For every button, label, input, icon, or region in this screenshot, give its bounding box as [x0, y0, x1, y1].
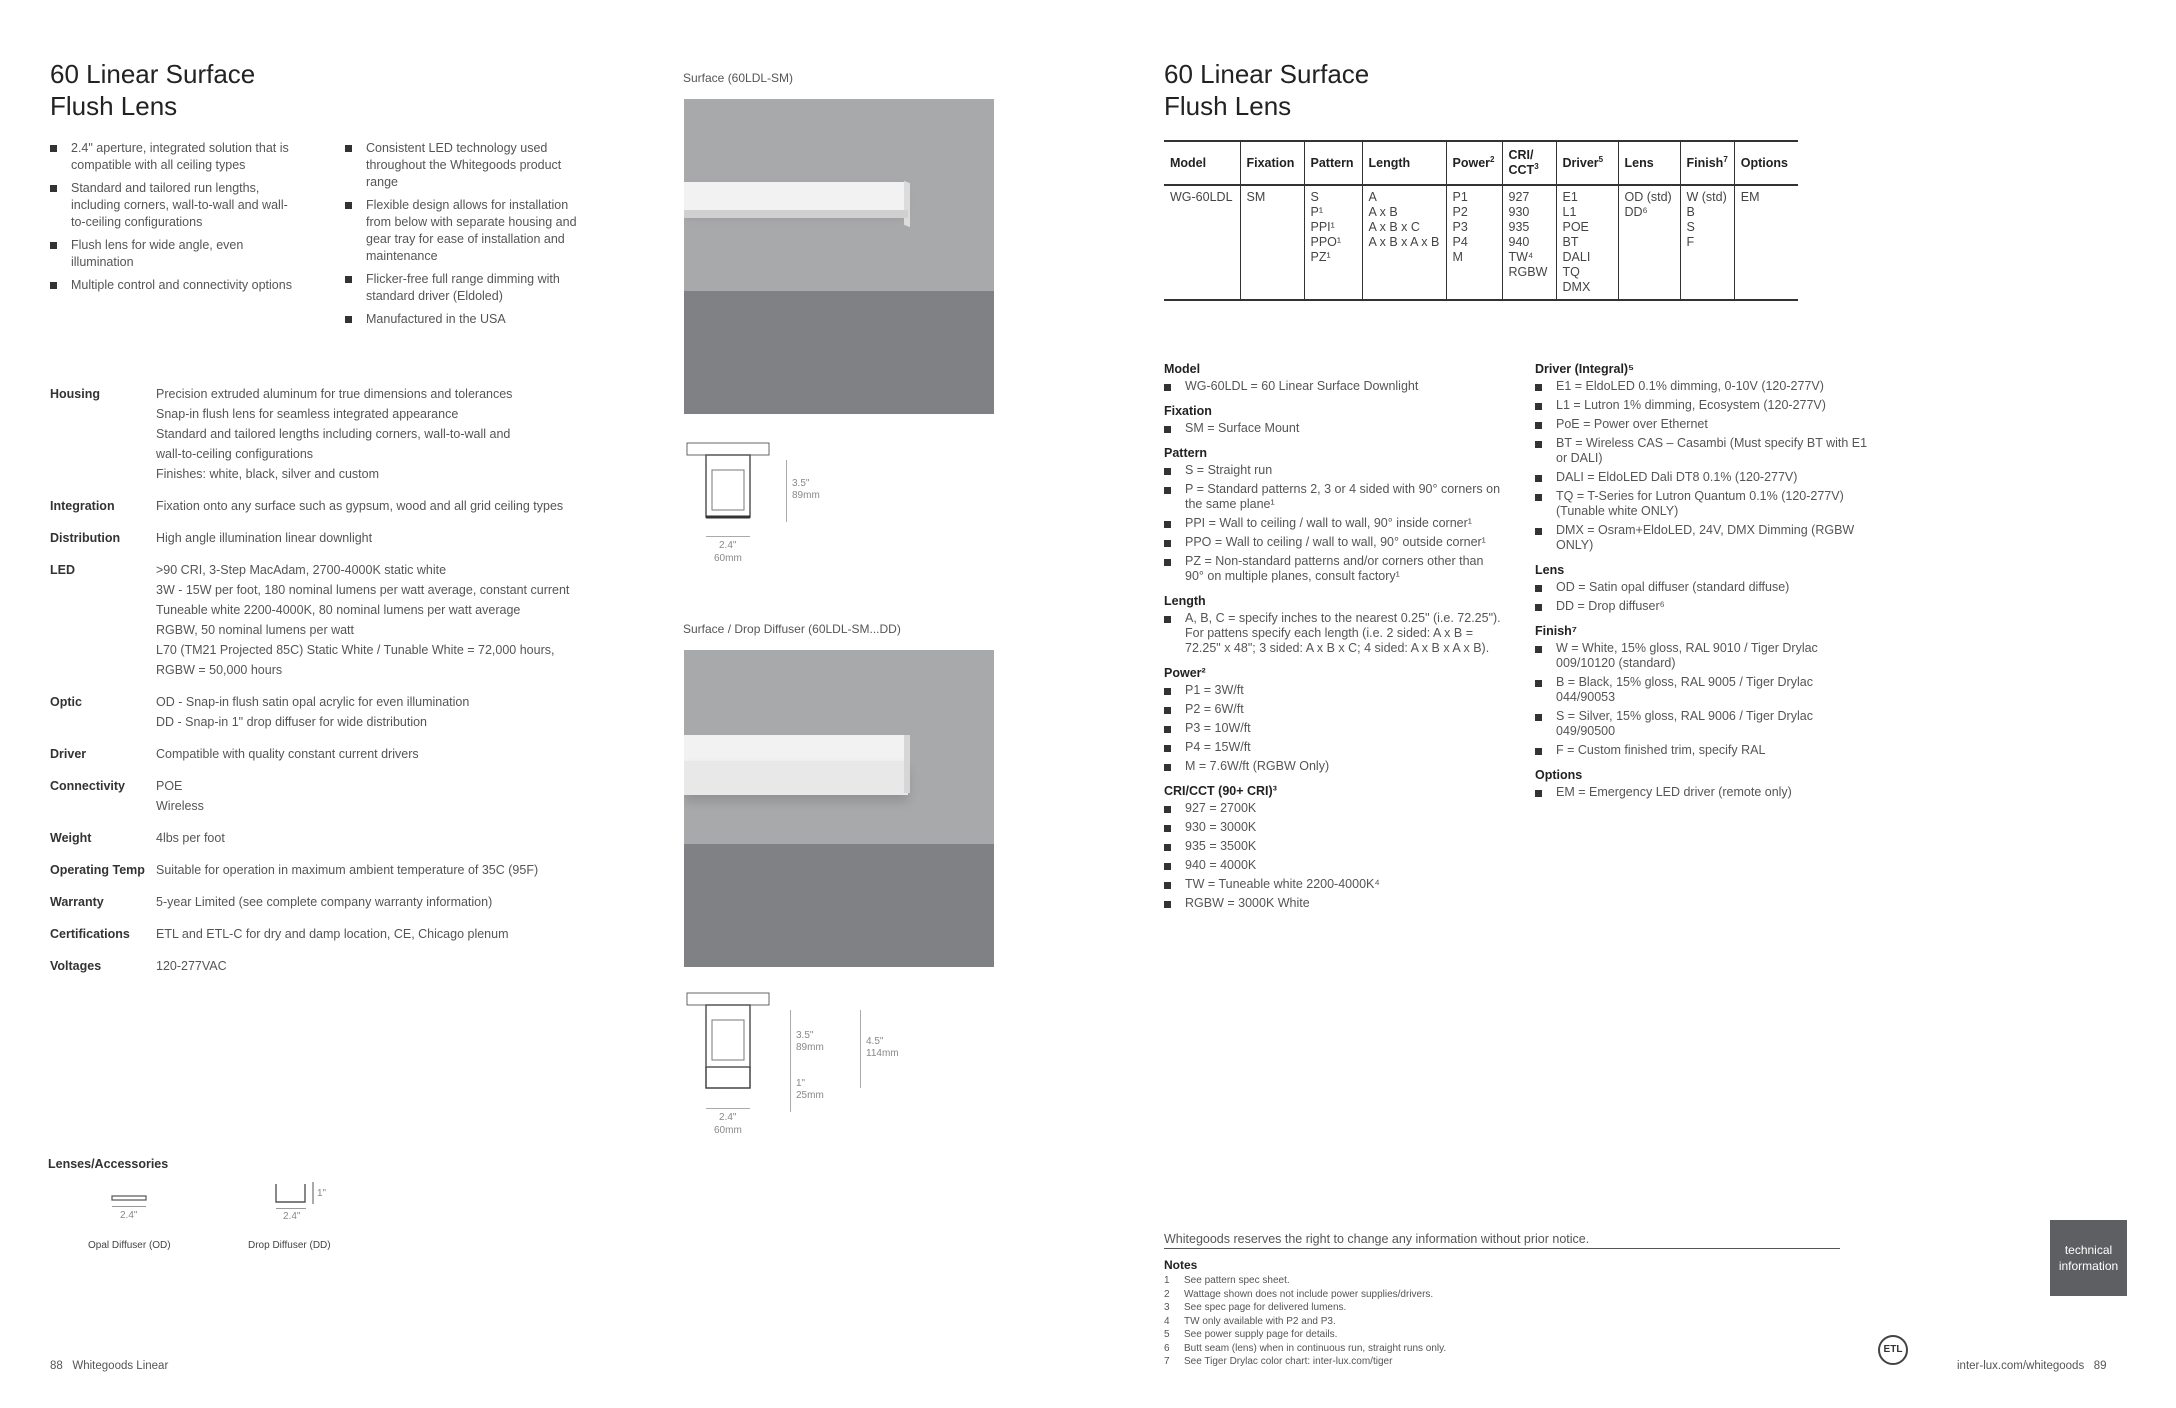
feature-bullet: Standard and tailored run lengths, including corners, wall-to-wall and wall-to-ceiling configurations [50, 180, 300, 231]
d2-drop-mm: 25mm [796, 1090, 824, 1101]
feature-bullet: Multiple control and connectivity options [50, 277, 300, 294]
key-heading: Power² [1164, 666, 1206, 680]
key-list [1164, 611, 1504, 656]
key-heading: Driver (Integral)⁵ [1535, 362, 1634, 376]
spec-line: DD - Snap-in 1" drop diffuser for wide distribution [156, 715, 428, 729]
table-header: Driver$^5$ [1556, 141, 1618, 185]
spec-value [156, 560, 569, 680]
feature-bullet: Consistent LED technology used throughout the Whitegoods product range [345, 140, 595, 191]
spec-line: >90 CRI, 3-Step MacAdam, 2700-4000K static white [156, 563, 447, 577]
key-list [1164, 683, 1504, 774]
spec-row [50, 384, 650, 484]
feature-bullet: Flexible design allows for installation from below with separate housing and gear tray for ease of installation and maintenance [345, 197, 595, 265]
key-heading: Options [1535, 768, 1583, 782]
left-page-title: 60 Linear Surface Flush Lens [50, 59, 256, 121]
spec-line: wall-to-ceiling configurations [156, 447, 314, 461]
table-header: Length [1362, 141, 1446, 185]
spec-row [50, 828, 650, 848]
table-cell: P1 P2 P3 P4 M [1446, 185, 1502, 300]
note-line: 5 See power supply page for details. [1164, 1329, 1338, 1340]
key-heading: Model [1164, 362, 1201, 376]
drop-section-drawing [684, 990, 924, 1140]
key-item: A, B, C = specify inches to the nearest 0.25" (i.e. 72.25"). For pattens specify each length (i.e. 2 sided: A x B = 72.25" x 48"; 3 sided: A x B x C; 4 sided: A x B x A x B). [1164, 611, 1504, 656]
note-line: 1 See pattern spec sheet. [1164, 1275, 1290, 1286]
table-header: Finish$^7$ [1680, 141, 1734, 185]
profile-section-icon [684, 440, 774, 530]
spec-label: Weight [50, 831, 92, 845]
spec-line: High angle illumination linear downlight [156, 531, 373, 545]
key-item: WG-60LDL = 60 Linear Surface Downlight [1164, 379, 1504, 394]
spec-line: 5-year Limited (see complete company warranty information) [156, 895, 493, 909]
spec-value [156, 924, 509, 944]
drop-product-photo [684, 650, 994, 967]
table-cell: SM [1240, 185, 1304, 300]
key-item: 935 = 3500K [1164, 839, 1504, 854]
spec-row [50, 776, 650, 816]
spec-value [156, 860, 538, 880]
spec-line: Finishes: white, black, silver and custom [156, 467, 380, 481]
key-right [1535, 352, 1875, 804]
spec-line: Wireless [156, 799, 204, 813]
key-item: M = 7.6W/ft (RGBW Only) [1164, 759, 1504, 774]
spec-value [156, 496, 563, 516]
key-item: P1 = 3W/ft [1164, 683, 1504, 698]
key-item: B = Black, 15% gloss, RAL 9005 / Tiger Drylac 044/90053 [1535, 675, 1875, 705]
ordering-header-row [1164, 141, 1798, 185]
note-line: 4 TW only available with P2 and P3. [1164, 1315, 1336, 1327]
drop-diffuser-drawing [273, 1180, 333, 1222]
spec-line: L70 (TM21 Projected 85C) Static White / Tunable White = 72,000 hours, [156, 643, 555, 657]
key-item: PPO = Wall to ceiling / wall to wall, 90° outside corner¹ [1164, 535, 1504, 550]
dd-height: 1" [317, 1188, 327, 1199]
note-line: 2 Wattage shown does not include power supplies/drivers. [1164, 1288, 1434, 1300]
key-item: E1 = EldoLED 0.1% dimming, 0-10V (120-277V) [1535, 379, 1875, 394]
spec-label: Optic [50, 695, 82, 709]
key-item: PoE = Power over Ethernet [1535, 417, 1875, 432]
table-header: Options [1734, 141, 1798, 185]
table-cell: A A x B A x B x C A x B x A x B [1362, 185, 1446, 300]
key-item: BT = Wireless CAS – Casambi (Must specify BT with E1 or DALI) [1535, 436, 1875, 466]
key-heading: CRI/CCT (90+ CRI)³ [1164, 784, 1277, 798]
key-list [1164, 463, 1504, 584]
d1-width-mm: 60mm [714, 553, 742, 564]
d2-total-height-mm: 114mm [866, 1048, 899, 1059]
table-cell: EM [1734, 185, 1798, 300]
key-heading: Lens [1535, 563, 1565, 577]
key-item: EM = Emergency LED driver (remote only) [1535, 785, 1875, 800]
note-line: 6 Butt seam (lens) when in continuous run, straight runs only. [1164, 1342, 1447, 1354]
spec-line: 3W - 15W per foot, 180 nominal lumens per watt average, constant current [156, 583, 570, 597]
spec-row [50, 924, 650, 944]
table-cell: 927 930 935 940 TW⁴ RGBW [1502, 185, 1556, 300]
dd-label: Drop Diffuser (DD) [248, 1240, 331, 1251]
d2-total-height: 4.5" [866, 1036, 884, 1047]
spec-label: Voltages [50, 959, 102, 973]
feature-bullet: Manufactured in the USA [345, 311, 595, 328]
spec-line: 120-277VAC [156, 959, 227, 973]
spec-value [156, 892, 492, 912]
spec-value [156, 744, 419, 764]
table-header: Model [1164, 141, 1240, 185]
key-item: SM = Surface Mount [1164, 421, 1504, 436]
key-item: DALI = EldoLED Dali DT8 0.1% (120-277V) [1535, 470, 1875, 485]
key-item: OD = Satin opal diffuser (standard diffuse) [1535, 580, 1875, 595]
key-item: 940 = 4000K [1164, 858, 1504, 873]
spec-value [156, 384, 512, 484]
key-item: P = Standard patterns 2, 3 or 4 sided with 90° corners on the same plane¹ [1164, 482, 1504, 512]
left-footer: 88 Whitegoods Linear [50, 1360, 169, 1372]
key-item: DMX = Osram+EldoLED, 24V, DMX Dimming (RGBW ONLY) [1535, 523, 1875, 553]
profile-drop-section-icon [684, 990, 774, 1100]
table-cell: E1 L1 POE BT DALI TQ DMX [1556, 185, 1618, 300]
spec-line: ETL and ETL-C for dry and damp location, CE, Chicago plenum [156, 927, 509, 941]
feature-bullet: Flicker-free full range dimming with standard driver (Eldoled) [345, 271, 595, 305]
spec-line: Suitable for operation in maximum ambient temperature of 35C (95F) [156, 863, 539, 877]
spec-label: Housing [50, 387, 100, 401]
note-line: 7 See Tiger Drylac color chart: inter-lux.com/tiger [1164, 1356, 1393, 1367]
feature-list-1 [50, 140, 300, 300]
key-list [1164, 421, 1504, 436]
key-heading: Pattern [1164, 446, 1208, 460]
spec-line: Standard and tailored lengths including corners, wall-to-wall and [156, 427, 511, 441]
spec-label: Warranty [50, 895, 104, 909]
key-item: TW = Tuneable white 2200-4000K⁴ [1164, 877, 1504, 892]
spec-table [50, 384, 650, 988]
disclaimer: Whitegoods reserves the right to change any information without prior notice. [1164, 1232, 1840, 1249]
etl-logo: ETL [1878, 1335, 1908, 1365]
spec-value [156, 828, 225, 848]
table-header: Pattern [1304, 141, 1362, 185]
feature-bullet: 2.4" aperture, integrated solution that is compatible with all ceiling types [50, 140, 300, 174]
surface-product-photo [684, 99, 994, 414]
lenses-title: Lenses/Accessories [48, 1157, 169, 1171]
key-list [1535, 580, 1875, 614]
spec-row [50, 560, 650, 680]
key-item: PZ = Non-standard patterns and/or corners other than 90° on multiple planes, consult factory¹ [1164, 554, 1504, 584]
feature-bullet: Flush lens for wide angle, even illumination [50, 237, 300, 271]
spec-row [50, 744, 650, 764]
spec-line: Precision extruded aluminum for true dimensions and tolerances [156, 387, 513, 401]
spec-value [156, 692, 469, 732]
od-label: Opal Diffuser (OD) [88, 1240, 171, 1251]
spec-value [156, 956, 227, 976]
table-cell: S P¹ PPI¹ PPO¹ PZ¹ [1304, 185, 1362, 300]
spec-line: RGBW = 50,000 hours [156, 663, 283, 677]
table-header: CRI/ CCT$^3$ [1502, 141, 1556, 185]
key-item: S = Straight run [1164, 463, 1504, 478]
key-list [1535, 379, 1875, 553]
key-item: P4 = 15W/ft [1164, 740, 1504, 755]
d2-drop: 1" [796, 1078, 806, 1089]
right-page-title: 60 Linear Surface Flush Lens [1164, 59, 1370, 121]
d2-width-mm: 60mm [714, 1125, 742, 1136]
spec-row [50, 692, 650, 732]
od-width: 2.4" [120, 1210, 138, 1221]
feature-list-2 [345, 140, 595, 334]
spec-line: Tuneable white 2200-4000K, 80 nominal lumens per watt average [156, 603, 521, 617]
spec-label: Connectivity [50, 779, 126, 793]
caption-surface: Surface (60LDL-SM) [683, 71, 794, 85]
key-item: DD = Drop diffuser⁶ [1535, 599, 1875, 614]
caption-drop: Surface / Drop Diffuser (60LDL-SM...DD) [683, 622, 901, 636]
spec-line: 4lbs per foot [156, 831, 225, 845]
table-header: Power$^2$ [1446, 141, 1502, 185]
key-item: P3 = 10W/ft [1164, 721, 1504, 736]
spec-row [50, 892, 650, 912]
key-item: TQ = T-Series for Lutron Quantum 0.1% (120-277V) (Tunable white ONLY) [1535, 489, 1875, 519]
spec-value [156, 776, 204, 816]
key-list [1164, 801, 1504, 911]
d1-height-mm: 89mm [792, 490, 820, 501]
spec-label: Driver [50, 747, 87, 761]
key-item: F = Custom finished trim, specify RAL [1535, 743, 1875, 758]
right-footer: inter-lux.com/whitegoods 89 [1957, 1360, 2107, 1372]
spec-label: Certifications [50, 927, 130, 941]
table-cell: W (std) B S F [1680, 185, 1734, 300]
d1-height: 3.5" [792, 478, 810, 489]
key-heading: Finish⁷ [1535, 624, 1577, 638]
dd-width: 2.4" [283, 1211, 301, 1222]
spec-line: Snap-in flush lens for seamless integrated appearance [156, 407, 459, 421]
d1-width: 2.4" [719, 540, 737, 551]
d2-height-mm: 89mm [796, 1042, 824, 1053]
table-header: Fixation [1240, 141, 1304, 185]
opal-diffuser-drawing [110, 1190, 150, 1221]
key-item: S = Silver, 15% gloss, RAL 9006 / Tiger Drylac 049/90500 [1535, 709, 1875, 739]
table-cell: OD (std) DD⁶ [1618, 185, 1680, 300]
key-heading: Length [1164, 594, 1206, 608]
spec-label: Integration [50, 499, 115, 513]
key-item: 930 = 3000K [1164, 820, 1504, 835]
key-heading: Fixation [1164, 404, 1212, 418]
key-left [1164, 352, 1504, 915]
surface-section-drawing [684, 440, 824, 580]
spec-line: OD - Snap-in flush satin opal acrylic for even illumination [156, 695, 470, 709]
spec-label: Operating Temp [50, 863, 145, 877]
spec-row [50, 860, 650, 880]
technical-information-tab[interactable]: technical information [2050, 1220, 2127, 1296]
spec-value [156, 528, 372, 548]
spec-row [50, 956, 650, 976]
spec-line: Compatible with quality constant current drivers [156, 747, 419, 761]
note-line: 3 See spec page for delivered lumens. [1164, 1302, 1347, 1313]
d2-height: 3.5" [796, 1030, 814, 1041]
key-item: P2 = 6W/ft [1164, 702, 1504, 717]
key-item: 927 = 2700K [1164, 801, 1504, 816]
key-list [1164, 379, 1504, 394]
table-cell: WG-60LDL [1164, 185, 1240, 300]
key-item: RGBW = 3000K White [1164, 896, 1504, 911]
spec-row [50, 528, 650, 548]
key-item: L1 = Lutron 1% dimming, Ecosystem (120-277V) [1535, 398, 1875, 413]
spec-line: Fixation onto any surface such as gypsum, wood and all grid ceiling types [156, 499, 564, 513]
spec-line: POE [156, 779, 183, 793]
opal-diffuser-icon [110, 1190, 150, 1204]
spec-line: RGBW, 50 nominal lumens per watt [156, 623, 354, 637]
table-header: Lens [1618, 141, 1680, 185]
key-list [1535, 641, 1875, 758]
key-list [1535, 785, 1875, 800]
key-item: PPI = Wall to ceiling / wall to wall, 90° inside corner¹ [1164, 516, 1504, 531]
spec-label: LED [50, 563, 75, 577]
key-item: W = White, 15% gloss, RAL 9010 / Tiger Drylac 009/10120 (standard) [1535, 641, 1875, 671]
spec-label: Distribution [50, 531, 121, 545]
notes-list [1164, 1274, 1664, 1369]
ordering-row [1164, 185, 1798, 300]
d2-width: 2.4" [719, 1112, 737, 1123]
notes-title: Notes [1164, 1258, 1198, 1272]
spec-row [50, 496, 650, 516]
ordering-table [1164, 140, 1798, 301]
